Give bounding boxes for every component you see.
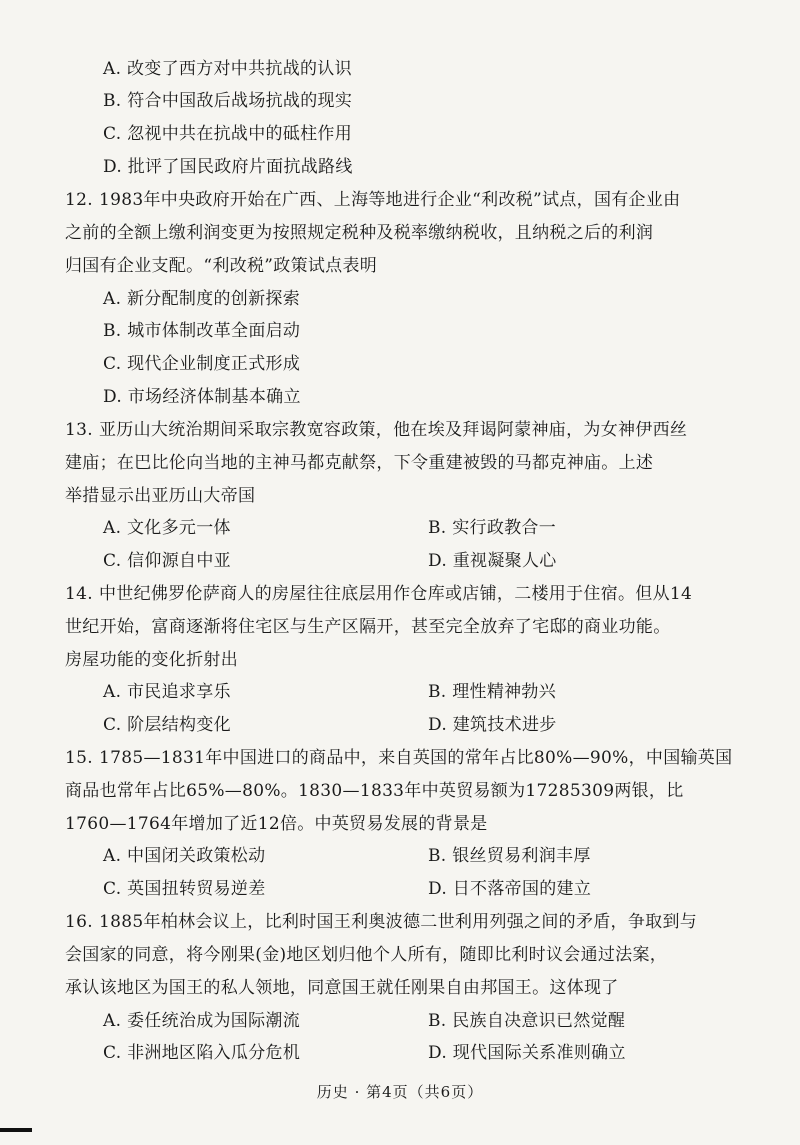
q15-option-a: A. 中国闭关政策松动 (103, 846, 266, 866)
q13-option-d: D. 重视凝聚人心 (428, 551, 557, 571)
q12-option-d: D. 市场经济体制基本确立 (103, 387, 301, 407)
q14-stem-line-1: 14. 中世纪佛罗伦萨商人的房屋往往底层用作仓库或店铺，二楼用于住宿。但从14 (65, 584, 693, 604)
q12-stem-line-3: 归国有企业支配。“利改税”政策试点表明 (65, 256, 378, 276)
q16-option-c: C. 非洲地区陷入瓜分危机 (103, 1043, 301, 1063)
q12-option-b: B. 城市体制改革全面启动 (103, 321, 301, 341)
q13-stem-line-1: 13. 亚历山大统治期间采取宗教宽容政策，他在埃及拜谒阿蒙神庙，为女神伊西丝 (65, 420, 688, 440)
q14-option-d: D. 建筑技术进步 (428, 715, 557, 735)
q14-option-b: B. 理性精神勃兴 (428, 682, 557, 702)
q13-option-a: A. 文化多元一体 (103, 518, 231, 538)
q15-stem-line-1: 15. 1785—1831年中国进口的商品中，来自英国的常年占比80%—90%，中国输英国 (65, 748, 733, 768)
q11-option-a: A. 改变了西方对中共抗战的认识 (103, 59, 352, 79)
q16-option-d: D. 现代国际关系准则确立 (428, 1043, 626, 1063)
q15-number: 15. (65, 748, 93, 768)
q16-stem-line-2: 会国家的同意，将今刚果(金)地区划归他个人所有，随即比利时议会通过法案， (65, 945, 668, 965)
q12-stem-line-1: 12. 1983年中央政府开始在广西、上海等地进行企业“利改税”试点，国有企业由 (65, 190, 681, 210)
q13-option-b: B. 实行政教合一 (428, 518, 557, 538)
q15-stem-line-2: 商品也常年占比65%—80%。1830—1833年中英贸易额为17285309两银，比 (65, 781, 684, 801)
q11-option-c: C. 忽视中共在抗战中的砥柱作用 (103, 124, 353, 144)
q14-stem-line-3: 房屋功能的变化折射出 (65, 650, 238, 670)
q14-option-a: A. 市民追求享乐 (103, 682, 231, 702)
q16-option-a: A. 委任统治成为国际潮流 (103, 1011, 300, 1031)
q13-number: 13. (65, 420, 93, 440)
q12-option-c: C. 现代企业制度正式形成 (103, 354, 301, 374)
scan-corner-mark (0, 1128, 32, 1132)
q15-option-b: B. 银丝贸易利润丰厚 (428, 846, 591, 866)
q11-option-d: D. 批评了国民政府片面抗战路线 (103, 157, 353, 177)
q12-stem-line-2: 之前的全额上缴利润变更为按照规定税种及税率缴纳税收，且纳税之后的利润 (65, 223, 654, 243)
q14-stem-line-2: 世纪开始，富商逐渐将住宅区与生产区隔开，甚至完全放弃了宅邸的商业功能。 (65, 617, 671, 637)
q11-option-b: B. 符合中国敌后战场抗战的现实 (103, 91, 353, 111)
q16-stem-line-3: 承认该地区为国王的私人领地，同意国王就任刚果自由邦国王。这体现了 (65, 978, 619, 998)
q14-option-c: C. 阶层结构变化 (103, 715, 231, 735)
q15-option-d: D. 日不落帝国的建立 (428, 879, 592, 899)
page-footer: 历史 · 第4页（共6页） (316, 1083, 484, 1101)
q12-number: 12. (65, 190, 93, 210)
q16-option-b: B. 民族自决意识已然觉醒 (428, 1011, 626, 1031)
q14-number: 14. (65, 584, 93, 604)
q16-number: 16. (65, 912, 93, 932)
q13-stem-line-2: 建庙；在巴比伦向当地的主神马都克献祭，下令重建被毁的马都克神庙。上述 (65, 453, 654, 473)
q13-stem-line-3: 举措显示出亚历山大帝国 (65, 486, 256, 506)
q13-option-c: C. 信仰源自中亚 (103, 551, 231, 571)
q16-stem-line-1: 16. 1885年柏林会议上，比利时国王利奥波德二世利用列强之间的矛盾，争取到与 (65, 912, 698, 932)
q12-option-a: A. 新分配制度的创新探索 (103, 289, 300, 309)
q15-stem-line-3: 1760—1764年增加了近12倍。中英贸易发展的背景是 (65, 814, 488, 834)
q15-option-c: C. 英国扭转贸易逆差 (103, 879, 266, 899)
